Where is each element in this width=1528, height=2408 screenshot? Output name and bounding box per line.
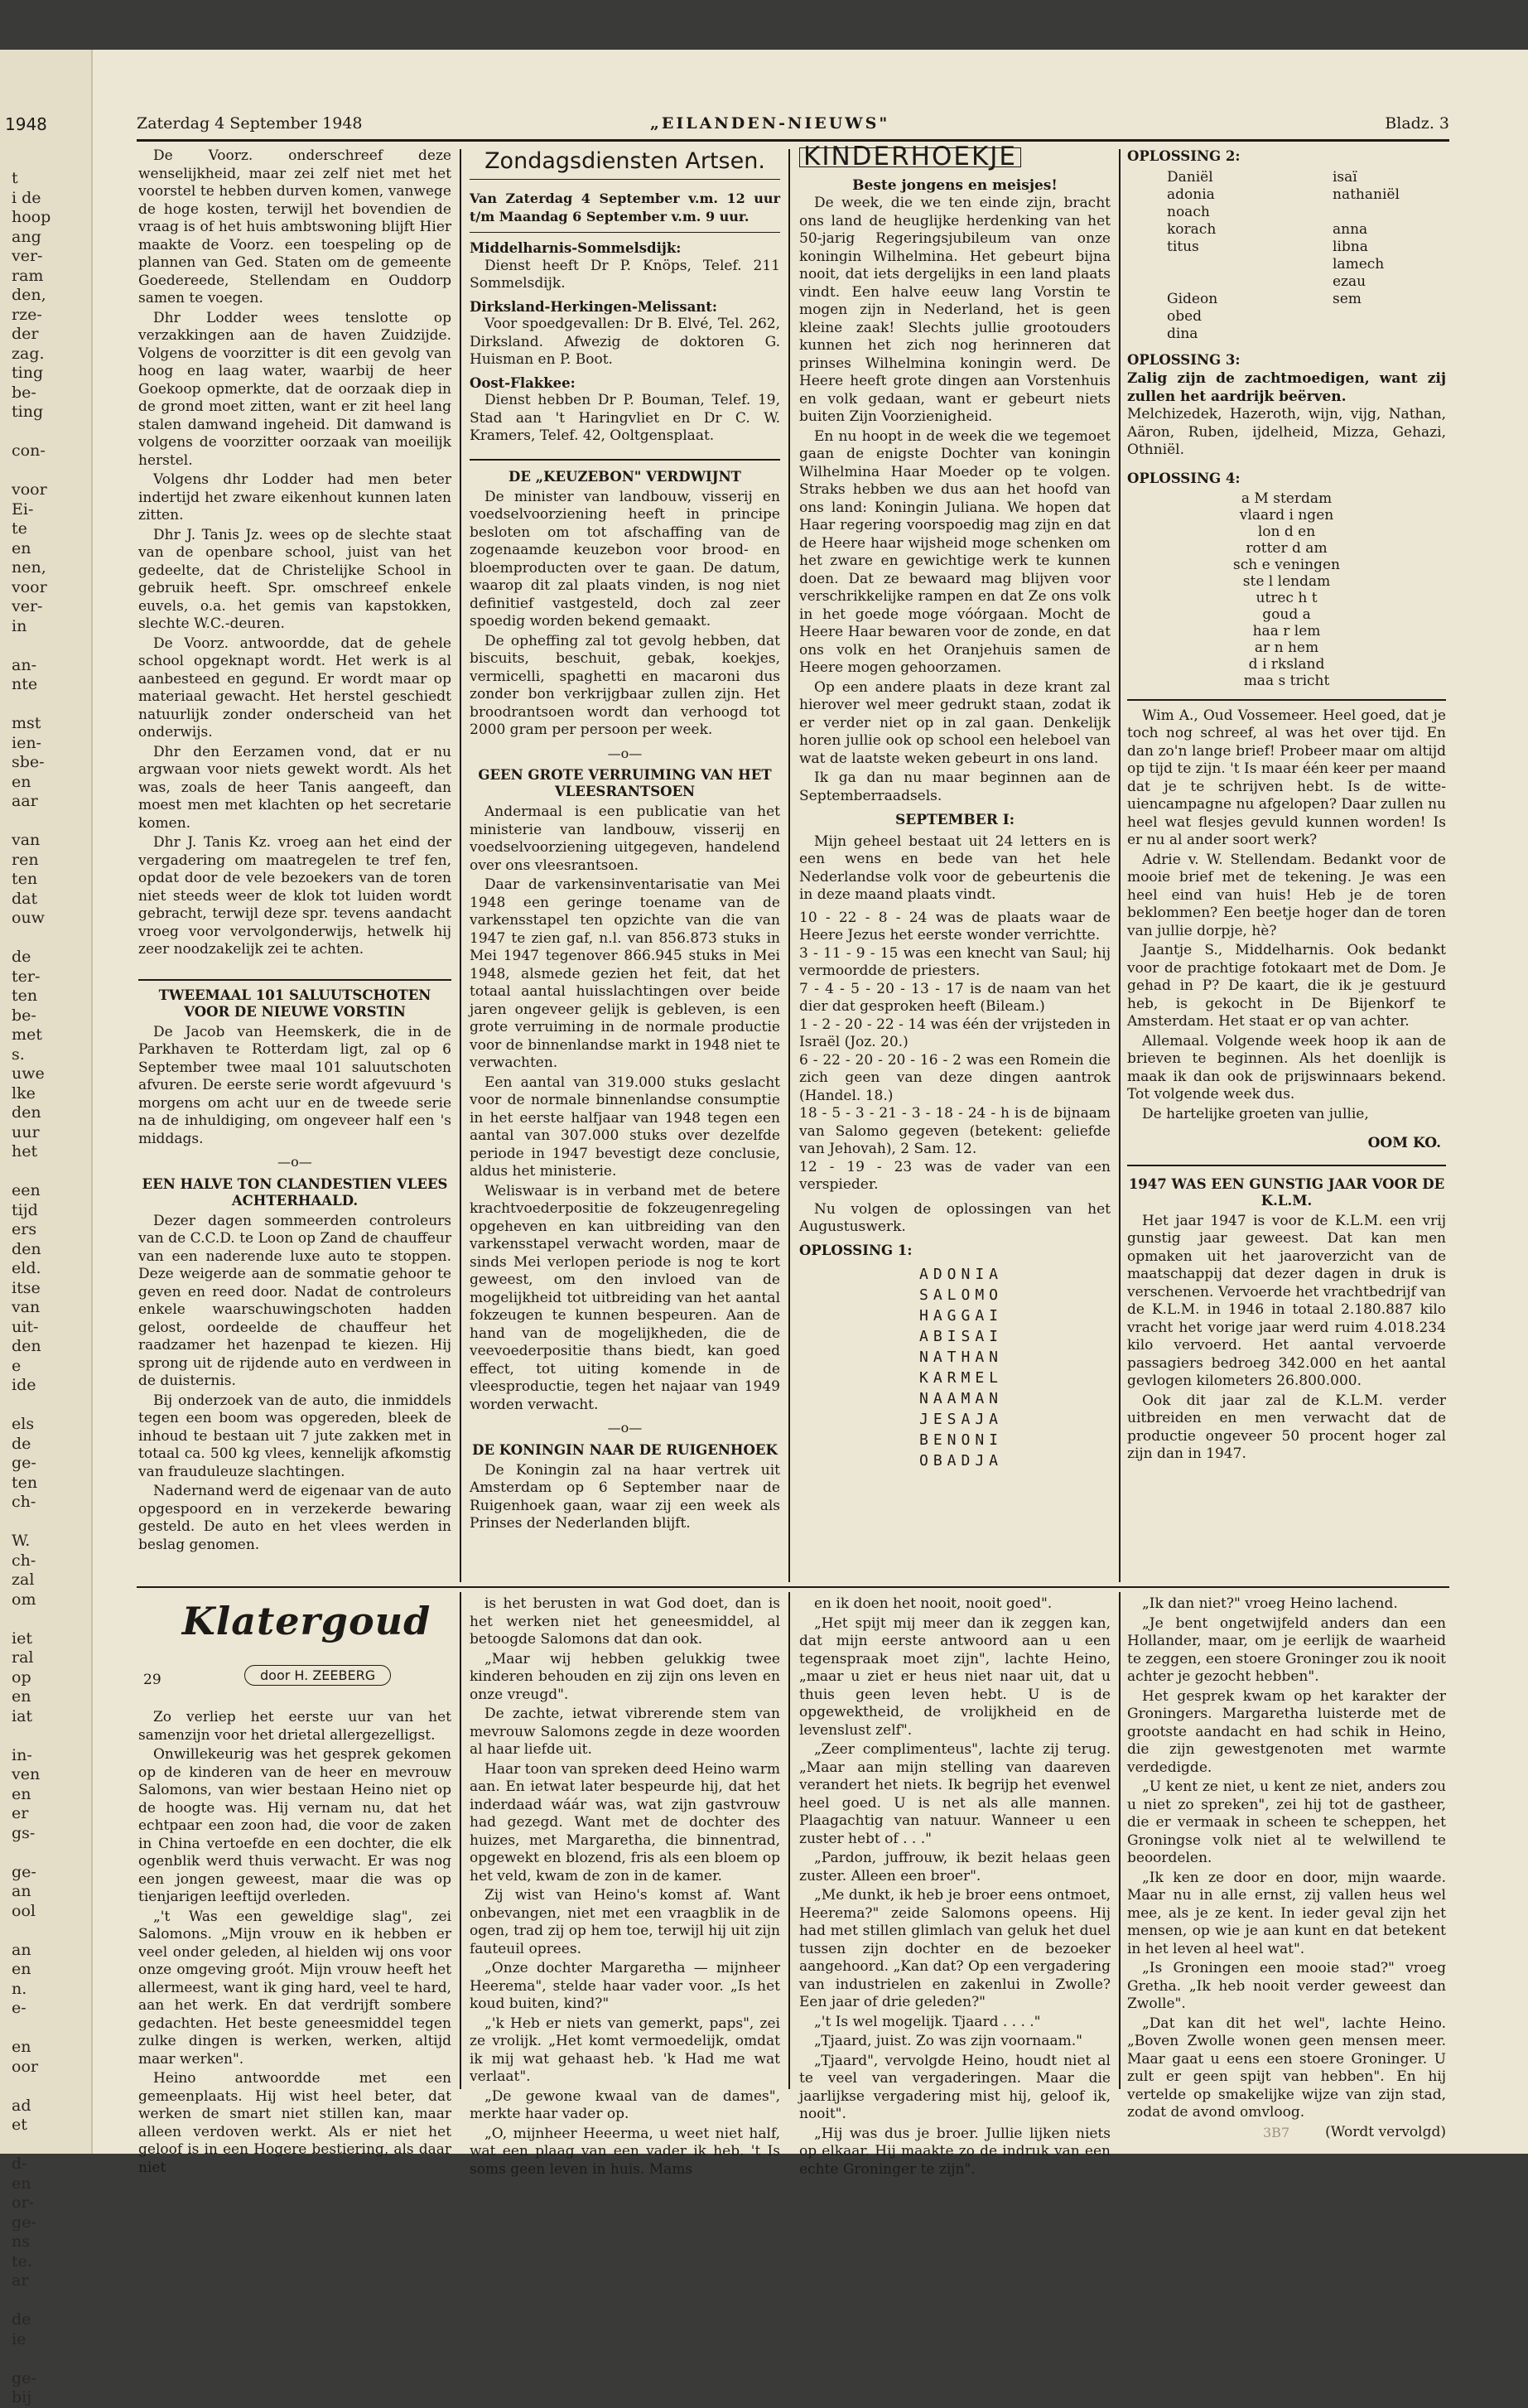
serial-paragraph: „'t Is wel mogelijk. Tjaard . . . ." xyxy=(814,2013,1041,2030)
article-paragraph: Dezer dagen sommeerden controleurs van de C.C.D. te Loon op Zand de chauffeur van een naderende luxe auto te stoppen. Deze weigerde aan de sommatie gehoor te geven en reed door. Nadat de controleurs enkele waarschuwingschoten hadden gelost, oordeelde de chauffeur het raadzamer het hazenpad te kiezen. Hij sprong uit de rijdende auto en verdween in de duisternis. xyxy=(138,1212,451,1389)
margin-fragment xyxy=(12,2077,91,2097)
margin-fragments xyxy=(0,169,91,2408)
solution-2-right: lamech xyxy=(1333,255,1385,273)
greeting: Beste jongens en meisjes! xyxy=(852,176,1058,194)
solution-4-row: haa r lem xyxy=(1252,623,1321,639)
solution-4-row: lon d en xyxy=(1257,524,1316,540)
serial-column-3 xyxy=(799,1595,1111,2180)
margin-fragment: gs- xyxy=(12,1823,36,1842)
serial-paragraph: is het berusten in wat God doet, dan is het werken niet het geneesmiddel, al betoogde Salomons dat dan ook. xyxy=(470,1595,780,1648)
margin-fragment: itse xyxy=(12,1278,41,1297)
margin-fragment: ien- xyxy=(12,733,41,752)
solution-1-row: ADONIA xyxy=(919,1266,1004,1283)
article-paragraph: Weliswaar is in verband met de betere krachtvoederpositie de fokzeugenregeling opgeheven en kan uitbreiding van den varkensstapel verwacht worden, maar de sinds Mei verlopen periode is nog te kort geweest, om den invloed van de mogelijkheid tot uitbreiding van het aantal fokzeugen te kunnen bespeuren. Aan de hand van de mogelijkheden, die de veevoederpositie thans biedt, kan goed effect, tot uiting komende in de vleesproductie, tegen het najaar van 1949 worden verwacht. xyxy=(470,1182,780,1413)
margin-fragment: e- xyxy=(12,1999,27,2017)
margin-fragment: i de xyxy=(12,188,41,207)
serial-paragraph: De zachte, ietwat vibrerende stem van mevrouw Salomons zegde in deze woorden al haar liefde uit. xyxy=(470,1706,780,1758)
margin-fragment: Ei- xyxy=(12,499,34,519)
serial-paragraph: Onwillekeurig was het gesprek gekomen op de kinderen van de heer en mevrouw Salomons, van wier bestaan Heino niet op de hoogte was. Hij vernam nu, dat het echtpaar een zoon had, die voor de zaken in China vertoefde en een dochter, die elk ogenblik werd thuis verwacht. Er was nog een jongen geweest, maar die was op tienjarigen leeftijd overleden. xyxy=(138,1746,451,1905)
solution-2-left: korach xyxy=(1167,220,1217,238)
margin-fragment: ten xyxy=(12,987,38,1005)
solution-4-row: d i rksland xyxy=(1248,656,1325,673)
margin-fragment: den xyxy=(12,1239,41,1258)
margin-fragment: het xyxy=(12,1142,38,1161)
solution-2-row xyxy=(1127,204,1446,221)
solution-1-row: JESAJA xyxy=(919,1411,1004,1428)
margin-fragment: ver- xyxy=(12,597,43,615)
section-rule xyxy=(470,459,780,461)
article-headline: EEN HALVE TON CLANDESTIEN VLEES ACHTERHAALD. xyxy=(142,1175,448,1209)
solution-2-left: Daniël xyxy=(1167,168,1213,186)
article-paragraph: Dhr Lodder wees tenslotte op verzakkingen aan de haven Zuidzijde. Volgens de voorzitter is dit een gevolg van hoog en laag water, waarbij de heer Goekoop opmerkte, dat de oorzaak diep in de grond moet zitten, want er zit heel lang stalen damwand ingeheid. Dit damwand is volgens de voorzitter oorzaak van moeilijk herstel. xyxy=(138,309,451,469)
serial-paragraph: Het gesprek kwam op het karakter der Groningers. Margaretha luisterde met de grootste aandacht en had schik in Heino, die zijn gewestgenoten met warmte verdedigde. xyxy=(1127,1687,1446,1776)
margin-fragment xyxy=(12,1843,91,1863)
column-divider xyxy=(1119,149,1121,1582)
margin-fragment: in xyxy=(12,616,27,635)
margin-fragment: zag. xyxy=(12,344,45,363)
article-paragraph: Een aantal van 319.000 stuks geslacht voor de normale binnenlandse consumptie in het eerste halfjaar van 1948 tegen een aantal van 307.000 stuks over dezelfde periode in 1947 bevestigt deze conclusie, aldus het ministerie. xyxy=(470,1074,780,1180)
duty-period: Van Zaterdag 4 September v.m. 12 uur t/m Maandag 6 September v.m. 9 uur. xyxy=(470,191,780,224)
serial-paragraph: Zij wist van Heino's komst af. Want onbevangen, niet met een vraagblik in de ogen, trad zij op hem toe, terwijl hij uit zijn fauteuil oprees. xyxy=(470,1887,780,1957)
region-heading: Oost-Flakkee: xyxy=(470,374,576,391)
solution-2-right: nathaniël xyxy=(1333,186,1400,203)
column-4 xyxy=(1127,147,1446,1465)
solution-1-row: ABISAI xyxy=(919,1328,1004,1345)
solution-1-row: SALOMO xyxy=(919,1286,1004,1304)
margin-fragment: in- xyxy=(12,1745,32,1764)
margin-fragment xyxy=(12,812,91,832)
serial-paragraph: „Dat kan dit het wel", lachte Heino. „Boven Zwolle wonen geen mensen meer. Maar gaat u eens een stoere Groninger. U zult er geen spijt van hebben". En hij vertelde op smakelijke wijze van zijn stad, zodat de avond omvloog. xyxy=(1127,2015,1446,2121)
solution-2-left xyxy=(1167,273,1333,291)
solution-2-left: titus xyxy=(1167,238,1199,255)
margin-fragment: van xyxy=(12,1298,41,1316)
margin-fragment xyxy=(12,1726,91,1746)
article-paragraph: Bij onderzoek van de auto, die inmiddels tegen een boom was opgereden, bleek de inhoud te bestaan uit 7 jute zakken met in totaal ca. 500 kg vlees, kennelijk afkomstig van frauduleuze slachtingen. xyxy=(138,1392,451,1480)
margin-fragment: en xyxy=(12,1784,31,1803)
article-paragraph: Ook dit jaar zal de K.L.M. verder uitbreiden en men verwacht dat de productie ongeveer 50 procent hoger zal zijn dan in 1947. xyxy=(1127,1392,1446,1462)
serial-paragraph: „Onze dochter Margaretha — mijnheer Heerema", stelde haar vader voor. „Is het koud buiten, kind?" xyxy=(470,1960,780,2012)
serial-column-2 xyxy=(470,1595,780,2180)
article-headline: TWEEMAAL 101 SALUUTSCHOTEN VOOR DE NIEUWE VORSTIN xyxy=(158,987,431,1020)
margin-fragment xyxy=(12,929,91,948)
margin-fragment: mst xyxy=(12,714,41,732)
margin-fragment xyxy=(12,1609,91,1629)
solution-2-left xyxy=(1167,256,1333,273)
margin-fragment: zal xyxy=(12,1571,35,1589)
solution-2-right: isaï xyxy=(1333,168,1357,186)
header-rule xyxy=(137,139,1449,142)
serial-number: 29 xyxy=(143,1672,161,1688)
solution-2-left: Gideon xyxy=(1167,290,1218,307)
solution-2-row xyxy=(1127,326,1446,343)
margin-fragment: en xyxy=(12,2174,31,2193)
header-date: Zaterdag 4 September 1948 xyxy=(137,114,363,133)
previous-page-margin xyxy=(0,50,93,2406)
section-rule xyxy=(1127,699,1446,701)
column-divider xyxy=(788,149,790,1582)
margin-fragment: ram xyxy=(12,266,44,285)
article-paragraph: Daar de varkensinventarisatie van Mei 1948 een geringe toename van de varkensstapel ten opzichte van die van 1947 te zien gaf, n.l. van 856.873 stuks in Mei 1947 tegenover 866.945 stuks in Mei 1948, alsmede gezien het feit, dat het totaal aantal huisslachtingen over beide jaren ongeveer gelijk is gebleven, is een grote verruiming in de normale productie voor de binnenlandse markt in 1948 niet te verwachten. xyxy=(470,876,780,1071)
section-rule xyxy=(138,979,451,981)
library-stamp: 3B7 xyxy=(1263,2125,1290,2140)
section-rule xyxy=(470,232,780,233)
margin-fragment: ten xyxy=(12,1473,38,1492)
margin-fragment: an- xyxy=(12,655,36,674)
solution-heading: OPLOSSING 1: xyxy=(799,1242,913,1258)
margin-fragment: den, xyxy=(12,286,46,304)
solution-2-row xyxy=(1127,256,1446,273)
article-headline: GEEN GROTE VERRUIMING VAN HET VLEESRANTSOEN xyxy=(478,767,772,799)
margin-fragment: ten xyxy=(12,870,38,888)
margin-fragment: der xyxy=(12,325,39,343)
margin-fragment: an xyxy=(12,1940,31,1959)
article-paragraph: De week, die we ten einde zijn, bracht ons land de heuglijke herdenking van het 50-jarig Regeringsjubileum van onze koningin Wilhelmina. Het gebeurt bijna nooit, dat iets dergelijks in een land plaats vindt. Een halve eeuw lang Vorstin te mogen zijn in Nederland, het is geen kleine zaak! Slechts jullie grootouders kunnen het zich nog herinneren dat prinses Wilhelmina koningin werd. De Heere heeft grote dingen aan Vorstenhuis en volk gedaan, want er gebeurt niets buiten Zijn Voorzienigheid. xyxy=(799,195,1111,425)
margin-fragment: ven xyxy=(12,1765,41,1783)
margin-fragment: ge- xyxy=(12,1454,36,1472)
serial-top-rule xyxy=(137,1586,1449,1588)
reader-reply: Jaantje S., Middelharnis. Ook bedankt voor de prachtige fotokaart met de Dom. Je gehad in P? De kaart, die ik je gestuurd heb, is gekocht in De Bijenkorf te Amsterdam. Het staat er op van achter. xyxy=(1127,942,1446,1030)
margin-fragment: ouw xyxy=(12,909,45,927)
margin-fragment: d- xyxy=(12,2155,27,2173)
margin-fragment: en xyxy=(12,772,31,791)
solution-4-row: ar n hem xyxy=(1254,639,1319,656)
reader-reply: De hartelijke groeten van jullie, xyxy=(1142,1105,1369,1122)
column-divider xyxy=(788,1592,790,2089)
serial-paragraph: „Maar wij hebben gelukkig twee kinderen behouden en zij zijn ons leven en onze vreugd". xyxy=(470,1650,780,1703)
article-paragraph: Nu volgen de oplossingen van het Augustuswerk. xyxy=(799,1200,1111,1235)
serial-paragraph: (Wordt vervolgd) xyxy=(1325,2123,1446,2140)
margin-fragment: ting xyxy=(12,364,44,382)
solution-2-row xyxy=(1127,169,1446,186)
margin-fragment: n. xyxy=(12,1979,27,1998)
solution-1-grid xyxy=(799,1264,1111,1471)
margin-fragment: ns xyxy=(12,2232,30,2251)
serial-paragraph: Haar toon van spreken deed Heino warm aan. En ietwat later bespeurde hij, dat het inderdaad wáár was, wat zijn gastvrouw had gezegd. Want met de dochter des huizes, met Margaretha, die binnentrad, opgewekt en blozend, fris als een bloem op het veld, kwam de zon in de kamer. xyxy=(470,1760,780,1884)
margin-fragment: de xyxy=(12,2310,31,2328)
serial-paragraph: „Ik ken ze door en door, mijn waarde. Maar nu in alle ernst, zij vallen heus wel mee, als je ze kent. In ieder geval zijn het mensen, op wie je aan kunt en dat betekent in het leven al heel wat". xyxy=(1127,1869,1446,1957)
solution-2-row xyxy=(1127,291,1446,308)
solution-2-row xyxy=(1127,239,1446,256)
margin-fragment: be- xyxy=(12,383,36,402)
article-paragraph: De opheffing zal tot gevolg hebben, dat biscuits, beschuit, gebak, koekjes, vermicelli, spaghetti en macaroni dus zonder bon verkrijgbaar zullen zijn. Het broodrantsoen wordt dan verhoogd tot 2000 gram per persoon per week. xyxy=(470,632,780,738)
article-headline: DE KONINGIN NAAR DE RUIGENHOEK xyxy=(472,1441,778,1458)
article-paragraph: En nu hoopt in de week die we tegemoet gaan de enigste Dochter van koningin Wilhelmina Haar Moeder op te volgen. Straks hebben we dus aan het hoofd van ons land: Koningin Juliana. We hopen dat Haar regering voorspoedig mag zijn en dat de Heere haar wijsheid moge schenken om het zware en gewichtige werk te kunnen doen. Dat ze bewaard mag blijven voor verschrikkelijke rampen en dat Ze ons volk in het goede moge vóórgaan. Mocht de Heere Haar bewaren voor de zonde, en dat ons volk en het Oranjehuis samen de Heere mogen gehoorzamen. xyxy=(799,427,1111,676)
margin-fragment: els xyxy=(12,1415,35,1433)
margin-fragment: ide xyxy=(12,1376,36,1394)
article-paragraph: Nadernand werd de eigenaar van de auto opgespoord en in verzekerde bewaring gesteld. De auto en het vlees werden in beslag genomen. xyxy=(138,1483,451,1553)
margin-fragment: tijd xyxy=(12,1200,38,1219)
solution-2-right: ezau xyxy=(1333,273,1367,290)
margin-fragment xyxy=(12,2019,91,2039)
margin-fragment: en xyxy=(12,1960,31,1978)
solution-heading: OPLOSSING 2: xyxy=(1127,148,1241,164)
margin-fragment: ting xyxy=(12,403,44,421)
puzzle-clue: 18 - 5 - 3 - 21 - 3 - 18 - 24 - h is de bijnaam van Salomo gegeven (betekent: geliefde van Jehovah), 2 Sam. 12. xyxy=(799,1105,1111,1157)
margin-fragment: bij xyxy=(12,2388,32,2406)
margin-fragment: s. xyxy=(12,1045,25,1064)
solution-4-row: ste l lendam xyxy=(1242,573,1331,590)
reader-reply: Wim A., Oud Vossemeer. Heel goed, dat je toch nog schreef, al was het over tijd. En dan zo'n lange brief! Probeer maar om altijd op tijd te zijn. 't Is maar één keer per maand dat je te schrijven hebt. Is de witte-uiencampagne nu afgelopen? Daar zullen nu heel wat flesjes gevuld kunnen worden! Is er nu al ander soort werk? xyxy=(1127,707,1446,848)
margin-fragment: an xyxy=(12,1882,31,1900)
page-content xyxy=(137,50,1449,2178)
serial-paragraph: „Pardon, juffrouw, ik bezit helaas geen zuster. Alleen een broer". xyxy=(799,1850,1111,1884)
serial-paragraph: „Is Groningen een mooie stad?" vroeg Gretha. „Ik heb nooit verder geweest dan Zwolle". xyxy=(1127,1960,1446,2012)
puzzle-clue: 7 - 4 - 5 - 20 - 13 - 17 is de naam van het dier dat gesproken heeft (Bileam.) xyxy=(799,980,1111,1015)
solution-1-row: KARMEL xyxy=(919,1369,1004,1387)
margin-fragment: ch- xyxy=(12,1551,36,1570)
margin-fragment: lke xyxy=(12,1083,36,1103)
solution-4-row: maa s tricht xyxy=(1243,673,1330,689)
column-divider xyxy=(460,1592,461,2089)
column-divider xyxy=(460,149,461,1582)
serial-paragraph: „'k Heb er niets van gemerkt, paps", zei ze vrolijk. „Het komt vermoedelijk, omdat ik mij wat gehaast heb. 'k Had me wat verlaat". xyxy=(470,2015,780,2085)
margin-fragment: ie xyxy=(12,2329,27,2348)
solution-1-row: OBADJA xyxy=(919,1452,1004,1469)
margin-fragment: eld. xyxy=(12,1259,41,1277)
margin-fragment: W. xyxy=(12,1532,31,1550)
margin-fragment: en xyxy=(12,538,31,557)
solution-3-text: Zalig zijn de zachtmoedigen, want zij zullen het aardrijk beërven. xyxy=(1127,370,1446,405)
solution-2-row xyxy=(1127,308,1446,326)
reader-reply: Adrie v. W. Stellendam. Bedankt voor de mooie brief met de tekening. Je was een heel eind van huis! Heb je de toren beklommen? Een beetje hoger dan de toren van jullie dorpje, hè? xyxy=(1127,851,1446,939)
margin-fragment xyxy=(12,422,91,442)
puzzle-clues xyxy=(799,910,1111,1194)
column-divider xyxy=(1119,1592,1121,2089)
margin-fragment: ver- xyxy=(12,247,43,265)
margin-fragment: et xyxy=(12,2116,27,2134)
solution-2-row xyxy=(1127,221,1446,239)
article-paragraph: Andermaal is een publicatie van het ministerie van landbouw, visserij en voedselvoorziening uitgegeven, handelend over ons vleesrantsoen. xyxy=(470,803,780,874)
margin-fragment xyxy=(12,2349,91,2369)
margin-fragment: uwe xyxy=(12,1064,45,1083)
puzzle-clue: 6 - 22 - 20 - 20 - 16 - 2 was een Romein die zich geen van deze dingen aantrok (Handel. 18.) xyxy=(799,1051,1111,1104)
solution-2-right: libna xyxy=(1333,238,1368,255)
solution-1-row: NAAMAN xyxy=(919,1390,1004,1407)
solution-1-row: BENONI xyxy=(919,1431,1004,1449)
article-paragraph: Mijn geheel bestaat uit 24 letters en is een wens en bede van het hele Nederlandse volk voor de gebeurtenis die in deze maand plaats vindt. xyxy=(799,832,1111,903)
article-paragraph: Dhr J. Tanis Jz. wees op de slechte staat van de openbare school, juist van het gedeelte, dat de Christelijke School in gebruik heeft. Spr. omschreef enkele euvels, o.a. het gemis van kapstokken, slechte W.C.-deuren. xyxy=(138,526,451,632)
margin-fragment xyxy=(12,1396,91,1416)
solution-2-row xyxy=(1127,186,1446,204)
solution-heading: OPLOSSING 4: xyxy=(1127,470,1241,486)
margin-fragment: nte xyxy=(12,675,38,693)
serial-paragraph: „O, mijnheer Heeerma, u weet niet half, wat een plaag van een vader ik heb. 't Is soms geen leven in huis. Mams xyxy=(470,2125,780,2178)
duty-text: Voor spoedgevallen: Dr B. Elvé, Tel. 262, Dirksland. Afwezig de doktoren G. Huisman en P. Boot. xyxy=(470,316,780,368)
margin-fragment: en xyxy=(12,2038,31,2056)
margin-fragment: t xyxy=(12,169,18,187)
article-paragraph: De Voorz. onderschreef deze wenselijkheid, maar zei zelf niet met het voorstel te hebben durven komen, vanwege de hoge kosten, terwijl het bovendien de vraag is of het huis ambtswoning blijft Hier maakte de Voorz. een toespeling op de plannen van Ged. Staten om de gemeente Goedereede, Stellendam en Ouddorp samen te voegen. xyxy=(138,147,451,306)
solution-2-left: noach xyxy=(1167,203,1210,220)
margin-fragment: e xyxy=(12,1356,22,1375)
margin-fragment: uur xyxy=(12,1122,40,1141)
margin-fragment: te. xyxy=(12,2251,32,2270)
ornament: —o— xyxy=(607,1420,643,1436)
margin-fragment xyxy=(12,1513,91,1532)
margin-fragment: or- xyxy=(12,2193,34,2212)
serial-column-1 xyxy=(138,1709,451,2179)
serial-paragraph: „'t Was een geweldige slag", zei Salomons. „Mijn vrouw en ik hebben er veel onder geleden, al hielden wij ons voor onze omgeving groót. Mijn vrouw heeft het allermeest, want ik ging hard, veel te hard, aan het werk. En dat verdrijft sombere gedachten. Het beste geneesmiddel tegen zulke dingen is werken, werken, altijd maar werken". xyxy=(138,1908,451,2068)
margin-fragment: sbe- xyxy=(12,753,45,771)
margin-fragment: dat xyxy=(12,889,38,908)
margin-fragment: op xyxy=(12,1667,31,1687)
margin-fragment: ren xyxy=(12,850,39,869)
puzzle-clue: 12 - 19 - 23 was de vader van een verspieder. xyxy=(799,1158,1111,1193)
margin-fragment xyxy=(12,2291,91,2311)
serial-paragraph: „Je bent ongetwijfeld anders dan een Hollander, maar, om je eerlijk de waarheid te zeggen, een stoere Groninger zou ik nooit achter je gezocht hebben". xyxy=(1127,1614,1446,1685)
serial-paragraph: „Tjaard", vervolgde Heino, houdt niet al te veel van vergaderingen. Maar die jaarlijkse vergadering mist hij, geloof ik, nooit". xyxy=(799,2052,1111,2122)
solution-2-row xyxy=(1127,273,1446,291)
margin-fragment: den xyxy=(12,1337,41,1355)
margin-fragment: voor xyxy=(12,577,47,596)
margin-fragment: met xyxy=(12,1025,42,1044)
margin-fragment: ang xyxy=(12,227,41,246)
margin-fragment xyxy=(12,1921,91,1941)
margin-fragment: ch- xyxy=(12,1493,36,1511)
margin-fragment: de xyxy=(12,948,31,966)
column-3 xyxy=(799,142,1111,1471)
signoff: OOM KO. xyxy=(1367,1135,1441,1151)
serial-paragraph: „Tjaard, juist. Zo was zijn voornaam." xyxy=(814,2033,1082,2049)
header-page: Bladz. 3 xyxy=(1385,114,1449,133)
margin-fragment: ge- xyxy=(12,2368,36,2387)
article-paragraph: Dhr den Eerzamen vond, dat er nu argwaan voor niets gewekt wordt. Als het was, zoals de heer Tanis aangeeft, dan moest men met klachten op het secretarie komen. xyxy=(138,743,451,832)
article-paragraph: De Voorz. antwoordde, dat de gehele school opgeknapt wordt. Het werk is al aanbesteed en gegund. Er wordt maar op materiaal gewacht. Het herstel geschiedt natuurlijk zonder onderscheid van het onderwijs. xyxy=(138,635,451,741)
margin-fragment: hoop xyxy=(12,208,51,226)
article-paragraph: De minister van landbouw, visserij en voedselvoorziening heeft in principe besloten om tot afschaffing van de zogenaamde keuzebon voor brood- en bloemproducten over te gaan. De datum, waarop dit zal plaats vinden, is nog niet definitief vastgesteld, doch zal zeer spoedig worden bekend gemaakt. xyxy=(470,488,780,630)
article-headline: 1947 WAS EEN GUNSTIG JAAR VOOR DE K.L.M. xyxy=(1128,1175,1445,1209)
margin-fragment: van xyxy=(12,831,41,849)
margin-fragment: nen, xyxy=(12,558,46,577)
solution-1-row: HAGGAI xyxy=(919,1307,1004,1325)
newspaper-page xyxy=(0,50,1528,2406)
margin-year: 1948 xyxy=(5,114,47,134)
margin-fragment: en xyxy=(12,1687,31,1706)
margin-fragment: ge- xyxy=(12,2213,36,2232)
margin-fragment: ral xyxy=(12,1648,34,1667)
serial-header xyxy=(137,1599,451,1698)
serial-paragraph: „Me dunkt, ik heb je broer eens ontmoet, Heerema?" zeide Salomons opeens. Hij had met stillen glimlach van geluk het duel tussen zijn dochter en de bezoeker aangehoord. „Kan dat? Op een vergadering van industrielen en zakenlui in Zwolle? Een jaar of drie geleden?" xyxy=(799,1887,1111,2010)
serial-paragraph: „U kent ze niet, u kent ze niet, anders zou u niet zo spreken", zei hij tot de gastheer, die er vermaak in scheen te scheppen, het Groningse volk niet al te welwillend te beoordelen. xyxy=(1127,1778,1446,1866)
margin-fragment: voor xyxy=(12,480,47,499)
serial-paragraph: „Zeer complimenteus", lachte zij terug. „Maar aan mijn stelling van daareven verandert het niets. Ik begrijp het evenwel heel goed. U is net als alle mannen. Plaagachtig van natuur. Wanneer u een zuster hebt of . . ." xyxy=(799,1741,1111,1847)
margin-fragment: ge- xyxy=(12,1862,36,1881)
solution-4-list xyxy=(1127,490,1446,689)
margin-fragment: rze- xyxy=(12,305,42,324)
margin-fragment: aar xyxy=(12,792,38,810)
margin-fragment: iet xyxy=(12,1629,32,1648)
ornament: —o— xyxy=(277,1154,312,1170)
margin-fragment: ool xyxy=(12,1901,36,1920)
solution-2-list xyxy=(1127,169,1446,343)
margin-fragment xyxy=(12,636,91,656)
article-paragraph: De Jacob van Heemskerk, die in de Parkhaven te Rotterdam ligt, zal op 6 September twee maal 101 saluutschoten afvuren. De eerste serie wordt afgevuurd 's morgens om acht uur en de tweede serie na de inhuldiging, om ongeveer half een 's middags. xyxy=(138,1023,451,1147)
serial-paragraph: „Het spijt mij meer dan ik zeggen kan, dat mijn eerste antwoord aan u een tegenspraak moet zijn", lachte Heino, „maar u ziet er heus niet naar uit, dat u thuis geen leven hebt. U is de opgewektheid, de vrolijkheid en de levenslust zelf". xyxy=(799,1614,1111,1739)
margin-fragment: ad xyxy=(12,2096,31,2115)
puzzle-heading: SEPTEMBER I: xyxy=(894,812,1015,828)
margin-fragment: om xyxy=(12,1590,36,1609)
solution-1-row: NATHAN xyxy=(919,1349,1004,1366)
serial-paragraph: Zo verliep het eerste uur van het samenzijn voor het drietal allergezelligst. xyxy=(138,1709,451,1744)
solution-heading: OPLOSSING 3: xyxy=(1127,351,1241,368)
serial-paragraph: „De gewone kwaal van de dames", merkte haar vader op. xyxy=(470,2087,780,2122)
region-heading: Middelharnis-Sommelsdijk: xyxy=(470,240,682,256)
margin-fragment: den xyxy=(12,1103,41,1122)
margin-fragment: con- xyxy=(12,442,46,460)
reader-reply: Allemaal. Volgende week hoop ik aan de brieven te beginnen. Als het doenlijk is maak ik dan ook de prijswinnaars bekend. Tot volgende week dus. xyxy=(1127,1032,1446,1103)
margin-fragment xyxy=(12,695,91,715)
page-header xyxy=(137,109,1449,138)
margin-fragment: er xyxy=(12,1804,29,1822)
solution-4-row: sch e veningen xyxy=(1233,557,1340,573)
puzzle-clue: 10 - 22 - 8 - 24 was de plaats waar de Heere Jezus het eerste wonder verrichtte. xyxy=(799,909,1111,943)
solution-2-right: anna xyxy=(1333,220,1368,238)
margin-fragment: ers xyxy=(12,1220,37,1238)
solution-2-left: dina xyxy=(1167,325,1198,342)
serial-title: Klatergoud xyxy=(181,1599,431,1643)
solution-3-names: Melchizedek, Hazeroth, wijn, vijg, Nathan, Aäron, Ruben, ijdelheid, Mizza, Gehazi, Othniël. xyxy=(1127,406,1446,458)
article-paragraph: Het jaar 1947 is voor de K.L.M. een vrij gunstig jaar geweest. Dat kan men opmaken uit het jaaroverzicht van de maatschappij dat dezer dagen in druk is verschenen. Vervoerde het vrachtbedrijf van de K.L.M. in 1946 in totaal 2.180.887 kilo vracht het vorige jaar werd ruim 4.018.234 kilo vervoerd. Het aantal vervoerde passagiers bedroeg 342.000 en het aantal gevlogen kilometers 26.800.000. xyxy=(1127,1212,1446,1389)
serial-paragraph: „Hij was dus je broer. Jullie lijken niets op elkaar. Hij maakte zo de indruk van een echte Groninger te zijn". xyxy=(799,2125,1111,2178)
margin-fragment: te xyxy=(12,519,27,538)
solution-4-row: vlaard i ngen xyxy=(1239,507,1334,524)
article-paragraph: Op een andere plaats in deze krant zal hierover wel meer gedrukt staan, zodat ik er verder niet op in zal gaan. Denkelijk horen jullie ook op school een heleboel van wat de laatste weken gebeurt in ons land. xyxy=(799,678,1111,767)
serial-paragraph: „Ik dan niet?" vroeg Heino lachend. xyxy=(1142,1595,1398,1612)
margin-fragment: be- xyxy=(12,1006,36,1025)
column-2 xyxy=(470,147,780,1535)
serial-column-4 xyxy=(1127,1595,1446,2143)
section-rule xyxy=(470,179,780,181)
article-paragraph: Volgens dhr Lodder had men beter indertijd het zware eikenhout kunnen laten zitten. xyxy=(138,471,451,524)
margin-fragment xyxy=(12,461,91,481)
margin-fragment: een xyxy=(12,1181,41,1199)
solution-2-left: adonia xyxy=(1167,186,1215,203)
article-paragraph: De Koningin zal na haar vertrek uit Amsterdam op 6 September naar de Ruigenhoek gaan, waar zij een week als Prinses der Nederlanden blijft. xyxy=(470,1461,780,1532)
serial-author: door H. ZEEBERG xyxy=(244,1665,391,1686)
section-title: Zondagsdiensten Artsen. xyxy=(484,148,765,174)
article-headline: DE „KEUZEBON" VERDWIJNT xyxy=(509,468,741,485)
region-heading: Dirksland-Herkingen-Melissant: xyxy=(470,298,717,315)
margin-fragment: oor xyxy=(12,2057,38,2076)
section-rule xyxy=(1127,1165,1446,1166)
margin-fragment: iat xyxy=(12,1706,33,1725)
puzzle-clue: 3 - 11 - 9 - 15 was een knecht van Saul; hij vermoordde de priesters. xyxy=(799,944,1111,979)
solution-4-row: utrec h t xyxy=(1256,590,1318,606)
header-title: „EILANDEN-NIEUWS" xyxy=(650,114,890,133)
solution-4-row: a M sterdam xyxy=(1241,490,1333,507)
article-paragraph: Dhr J. Tanis Kz. vroeg aan het eind der vergadering om maatregelen te tref fen, opdat door de vele bezoekers van de toren niet steeds weer de klok tot luiden wordt gebracht, terwijl deze spr. tevens aandacht vroeg voor vervolgonderwijs, hetwelk hij zeer noodzakelijk zei te achten. xyxy=(138,834,451,958)
margin-fragment: de xyxy=(12,1434,31,1453)
serial-paragraph: Heino antwoordde met een gemeenplaats. Hij wist heel beter, dat werken de smart niet stillen kan, maar alleen verdoven werkt. Als er niet het geloof is in een Hogere bestiering, als daar niet xyxy=(138,2070,451,2176)
margin-fragment: ar xyxy=(12,2271,29,2290)
kinderhoekje-title: KINDERHOEKJE xyxy=(799,147,1021,167)
duty-text: Dienst heeft Dr P. Knöps, Telef. 211 Sommelsdijk. xyxy=(470,257,780,292)
solution-4-row: rotter d am xyxy=(1246,540,1328,557)
article-paragraph: Ik ga dan nu maar beginnen aan de Septemberraadsels. xyxy=(799,770,1111,804)
serial-paragraph: en ik doen het nooit, nooit goed". xyxy=(814,1595,1053,1612)
ornament: —o— xyxy=(607,745,643,761)
margin-fragment: ter- xyxy=(12,967,41,986)
solution-2-right: sem xyxy=(1333,290,1362,307)
puzzle-clue: 1 - 2 - 20 - 22 - 14 was één der vrijsteden in Israël (Joz. 20.) xyxy=(799,1016,1111,1050)
margin-fragment: uit- xyxy=(12,1317,39,1336)
solution-2-left: obed xyxy=(1167,307,1203,325)
margin-fragment xyxy=(12,2135,91,2155)
solution-4-row: goud a xyxy=(1262,606,1311,623)
column-1 xyxy=(138,147,451,1556)
margin-fragment xyxy=(12,1162,91,1182)
duty-text: Dienst hebben Dr P. Bouman, Telef. 19, Stad aan 't Haringvliet en Dr C. W. Kramers, Telef. 42, Ooltgensplaat. xyxy=(470,392,780,444)
